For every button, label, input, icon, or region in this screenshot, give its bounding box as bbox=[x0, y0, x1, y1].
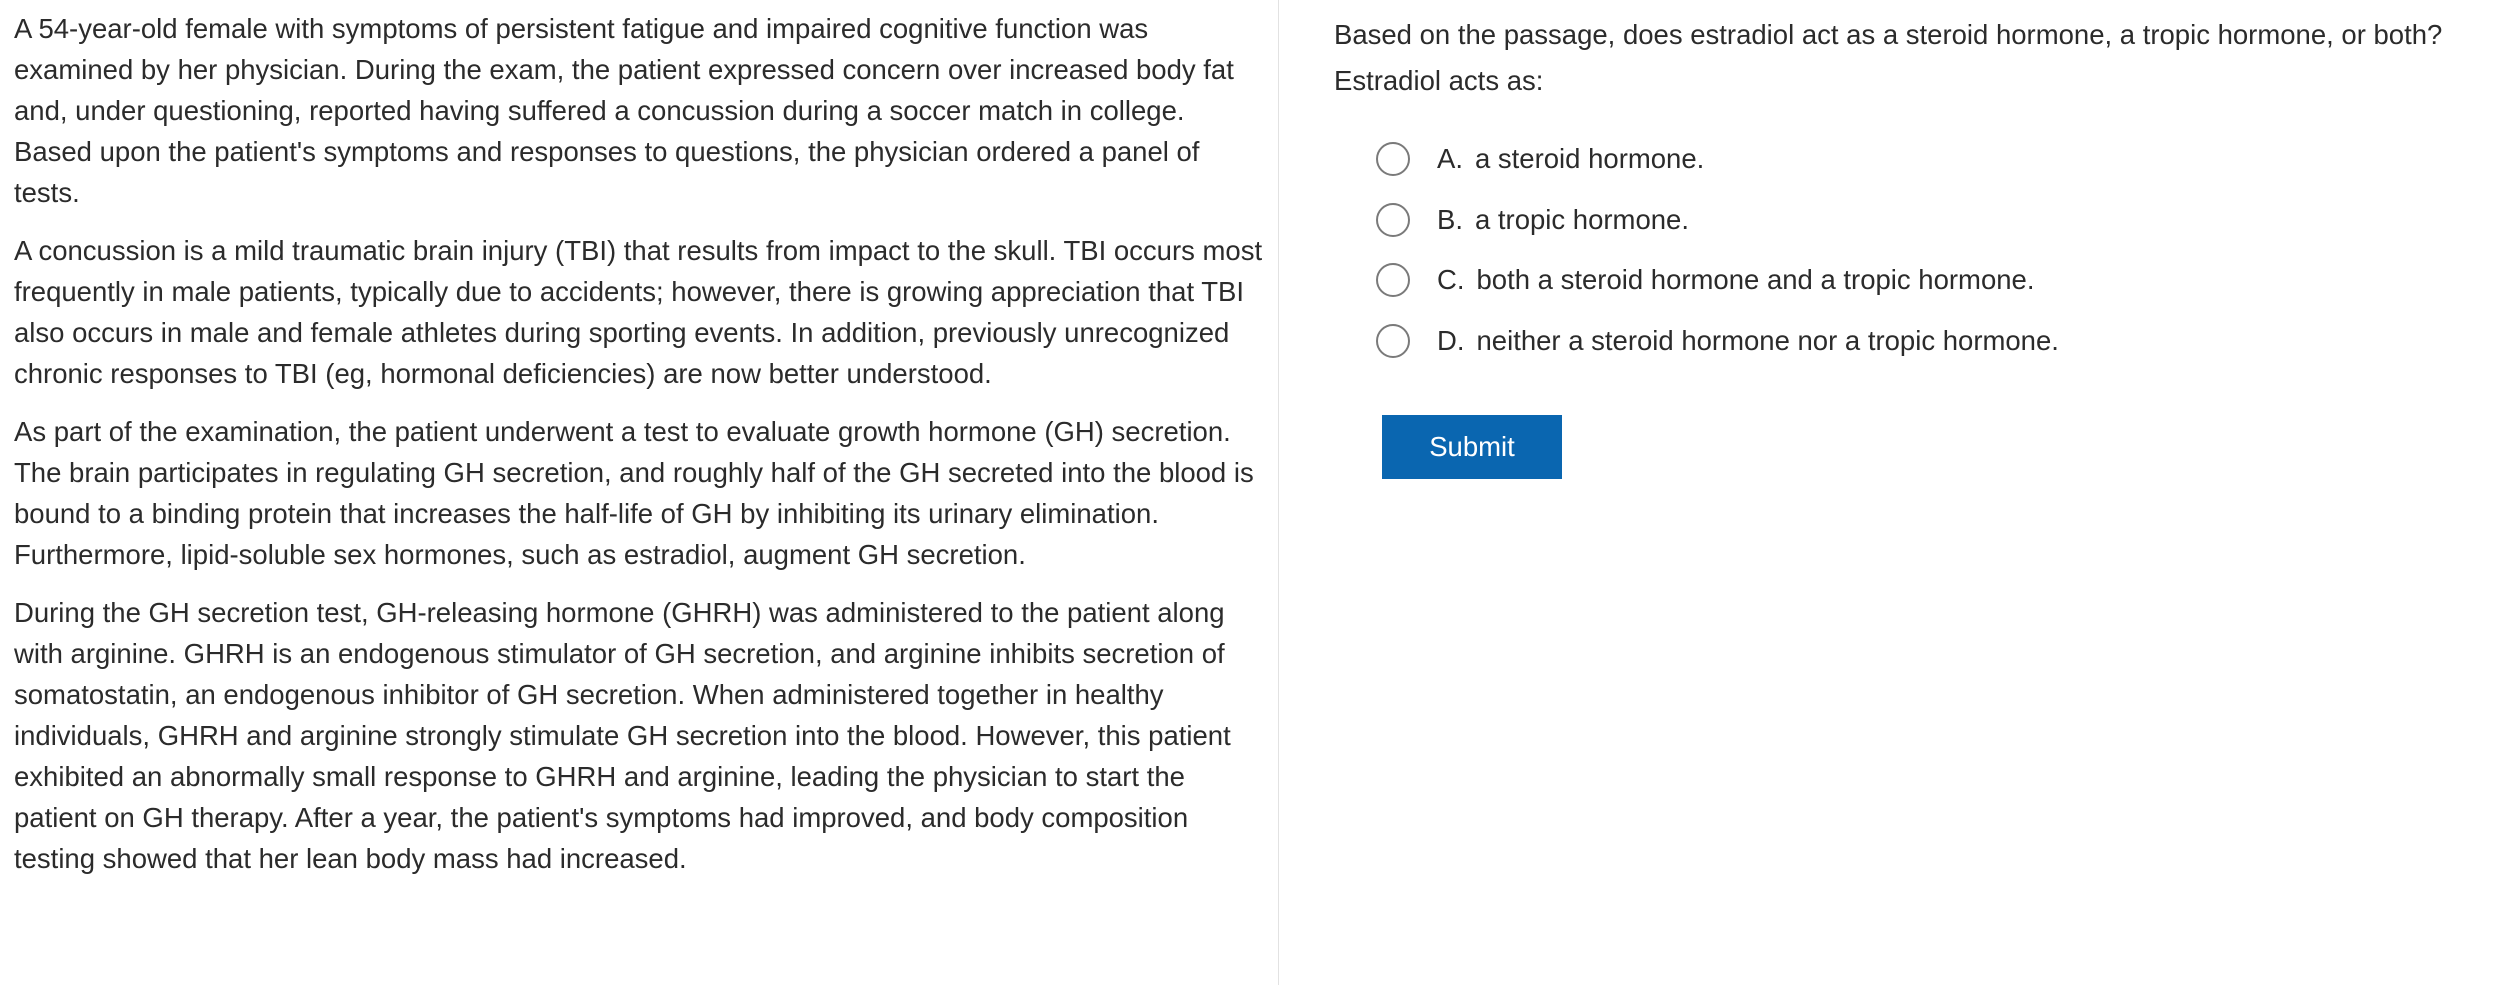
answer-choices bbox=[1334, 141, 2517, 359]
answer-choice-c[interactable] bbox=[1376, 262, 2517, 298]
choice-letter-b: B. bbox=[1437, 203, 1463, 235]
choice-letter-c: C. bbox=[1437, 264, 1465, 295]
radio-button-c[interactable] bbox=[1376, 263, 1410, 297]
submit-button[interactable]: Submit bbox=[1382, 415, 1562, 479]
question-stem bbox=[1334, 12, 2517, 104]
answer-choice-d[interactable] bbox=[1376, 323, 2517, 359]
passage-paragraph-1: A 54-year-old female with symptoms of persistent fatigue and impaired cognitive function was examined by her physician. During the exam, the patient expressed concern over increased body fat and, under questioning, reported having suffered a concussion during a soccer match in college. Based upon the patient's symptoms and responses to questions, the physician ordered a panel of tests. bbox=[14, 13, 1234, 208]
radio-button-a[interactable] bbox=[1376, 142, 1410, 176]
question-pane bbox=[1279, 0, 2517, 985]
passage-paragraph-2: A concussion is a mild traumatic brain injury (TBI) that results from impact to the skull. TBI occurs most frequently in male patients, typically due to accidents; however, there is growing appreciation that TBI also occurs in male and female athletes during sporting events. In addition, previously unrecognized chronic responses to TBI (eg, hormonal deficiencies) are now better understood. bbox=[14, 235, 1263, 389]
choice-text-d: neither a steroid hormone nor a tropic hormone. bbox=[1476, 324, 2059, 356]
passage-paragraph-4: During the GH secretion test, GH-releasing hormone (GHRH) was administered to the patient along with arginine. GHRH is an endogenous stimulator of GH secretion, and arginine inhibits secretion of somatostatin, an endogenous inhibitor of GH secretion. When administered together in healthy individuals, GHRH and arginine strongly stimulate GH secretion into the blood. However, this patient exhibited an abnormally small response to GHRH and arginine, leading the physician to start the patient on GH therapy. After a year, the patient's symptoms had improved, and body composition testing showed that her lean body mass had increased. bbox=[14, 597, 1231, 874]
choice-text-b: a tropic hormone. bbox=[1474, 203, 1689, 235]
answer-choice-b[interactable] bbox=[1376, 202, 2517, 238]
choice-letter-a: A. bbox=[1437, 143, 1463, 174]
radio-button-b[interactable] bbox=[1376, 203, 1410, 237]
answer-choice-a[interactable] bbox=[1376, 141, 2517, 177]
question-stem-line-1: Based on the passage, does estradiol act as a steroid hormone, a tropic hormone, or both? bbox=[1334, 19, 2443, 50]
question-stem-line-2: Estradiol acts as: bbox=[1334, 65, 1544, 96]
choice-letter-d: D. bbox=[1437, 324, 1465, 356]
choice-text-a: a steroid hormone. bbox=[1474, 143, 1705, 174]
choice-text-c: both a steroid hormone and a tropic hormone. bbox=[1476, 264, 2035, 295]
radio-button-d[interactable] bbox=[1376, 324, 1410, 358]
passage-paragraph-3: As part of the examination, the patient underwent a test to evaluate growth hormone (GH) secretion. The brain participates in regulating GH secretion, and roughly half of the GH secreted into the blood is bound to a binding protein that increases the half-life of GH by inhibiting its urinary elimination. Furthermore, lipid-soluble sex hormones, such as estradiol, augment GH secretion. bbox=[14, 416, 1254, 570]
